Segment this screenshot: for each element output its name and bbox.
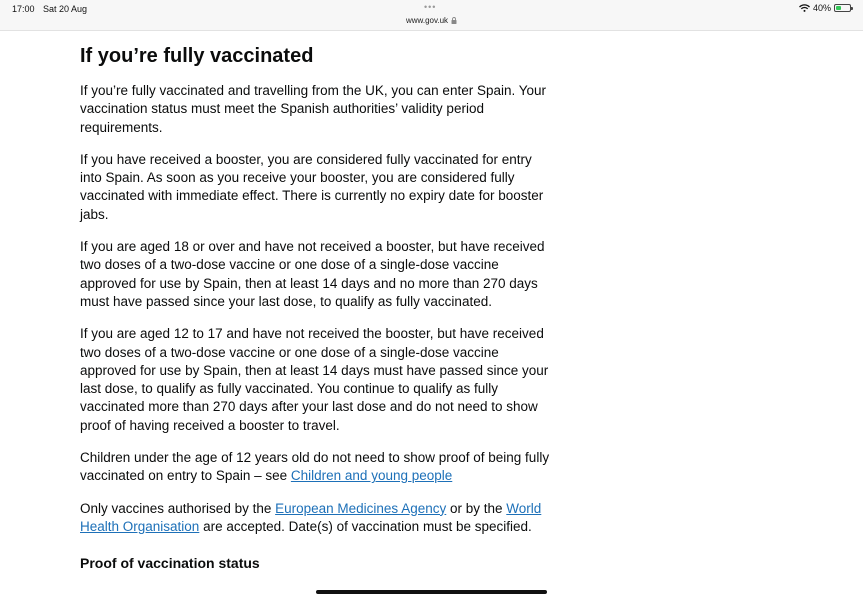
section-subheading: Proof of vaccination status xyxy=(80,555,260,572)
paragraph-children xyxy=(80,449,550,486)
ema-link[interactable]: European Medicines Agency xyxy=(275,500,447,516)
paragraph-fully-vaccinated: If you’re fully vaccinated and travelling from the UK, you can enter Spain. Your vaccination status must meet the Spanish authorities’ validity period requirements. xyxy=(80,83,547,135)
children-link[interactable]: Children and young people xyxy=(290,468,453,484)
status-date: Sat 20 Aug xyxy=(43,4,88,14)
who-link[interactable]: World Health Organisation xyxy=(80,500,542,534)
paragraph-aged-18-plus: If you are aged 18 or over and have not received a booster, but have received two doses of a two-dose vaccine or one dose of a single-dose vaccine approved for use by Spain, then at least 14 days and no more than 270 days must have passed since your last dose, to qualify as fully vaccinated. xyxy=(80,239,545,309)
vaccines-text-2: or by the xyxy=(446,500,507,516)
url-text: www.gov.uk xyxy=(405,16,449,25)
address-bar[interactable] xyxy=(0,16,863,26)
page-heading: If you’re fully vaccinated xyxy=(80,45,314,67)
battery-icon xyxy=(834,4,851,12)
main-content xyxy=(80,40,550,572)
status-time: 17:00 xyxy=(12,4,35,14)
vaccines-text-1: Only vaccines authorised by the xyxy=(80,500,276,516)
home-indicator[interactable] xyxy=(316,590,547,594)
children-text: Children under the age of 12 years old do not need to show proof of being fully vaccinated on entry to Spain – see xyxy=(80,450,550,484)
status-bar xyxy=(0,0,863,31)
paragraph-approved-vaccines xyxy=(80,500,550,537)
battery-percent: 40% xyxy=(812,3,831,13)
more-options-icon[interactable]: ••• xyxy=(424,2,437,12)
paragraph-booster: If you have received a booster, you are considered fully vaccinated for entry into Spain. As soon as you receive your booster, you are considered fully vaccinated with immediate effect. There is currently no expiry date for booster jabs. xyxy=(80,151,544,222)
vaccines-text-3: are accepted. Date(s) of vaccination must be specified. xyxy=(199,518,532,534)
paragraph-aged-12-17: If you are aged 12 to 17 and have not received the booster, but have received two doses of a two-dose vaccine or one dose of a single-dose vaccine approved for use by Spain, then at least 14 days must have passed since your last dose, to qualify as fully vaccinated. You continue to qualify as fully vaccinated more than 270 days after your last dose and do not need to show proof of having received a booster to travel. xyxy=(80,326,549,433)
wifi-icon xyxy=(799,4,810,12)
battery-level xyxy=(836,6,841,10)
lock-icon xyxy=(451,17,457,26)
status-right-group xyxy=(799,3,851,13)
